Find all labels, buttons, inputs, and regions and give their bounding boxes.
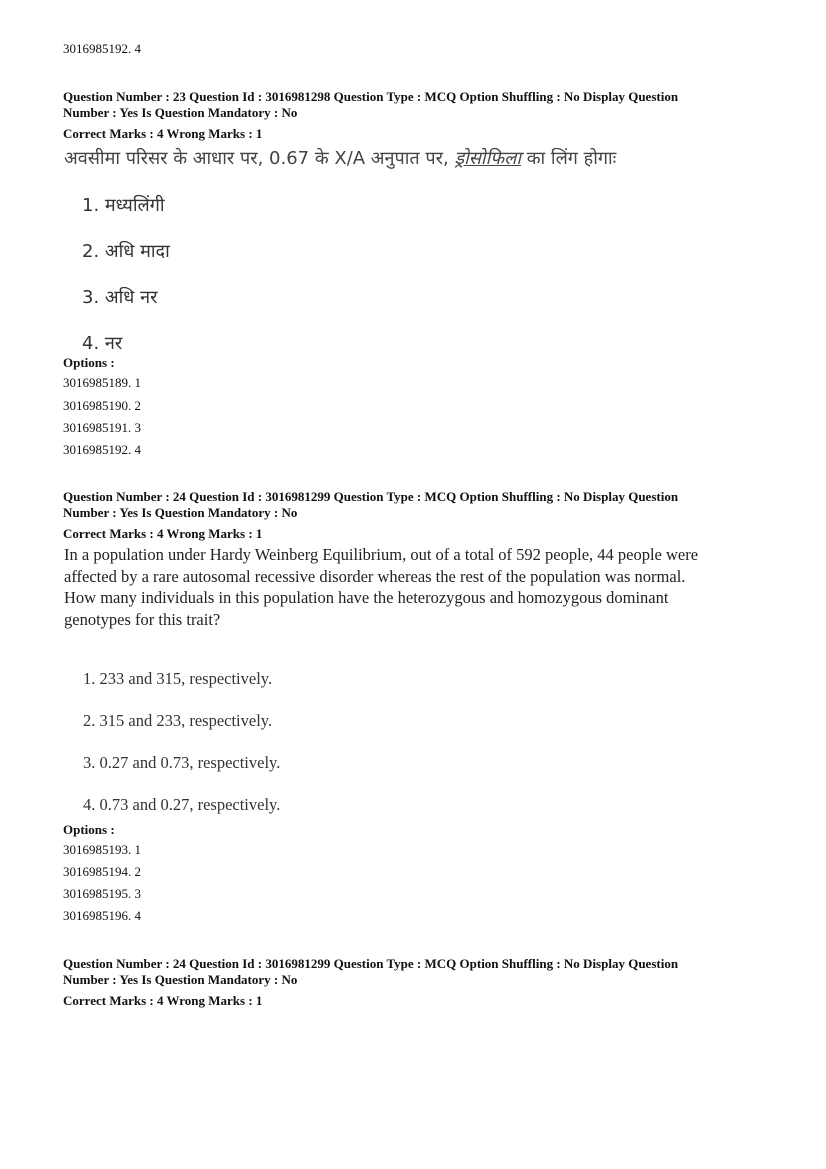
question-meta: [63, 956, 783, 988]
question-meta: [63, 89, 783, 121]
option-id: 3016985195. 3: [63, 886, 141, 901]
option-id: 3016985196. 4: [63, 908, 141, 923]
options-label: Options :: [63, 355, 115, 370]
question-text-line: How many individuals in this population have the heterozygous and homozygous dominant: [64, 588, 669, 607]
question-text: [64, 544, 784, 630]
question-meta-line1: Question Number : 24 Question Id : 3016981299 Question Type : MCQ Option Shuffling : No Display Question: [63, 489, 679, 504]
question-meta-line2: Number : Yes Is Question Mandatory : No: [63, 505, 298, 520]
answer-choice: 2. अधि मादा: [82, 241, 170, 262]
option-id: 3016985190. 2: [63, 398, 141, 413]
question-text-line: In a population under Hardy Weinberg Equilibrium, out of a total of 592 people, 44 people were: [64, 545, 699, 564]
options-label: Options :: [63, 822, 115, 837]
option-id: 3016985194. 2: [63, 864, 141, 879]
question-meta: [63, 489, 783, 521]
question-marks: Correct Marks : 4 Wrong Marks : 1: [63, 993, 263, 1008]
option-id: 3016985193. 1: [63, 842, 141, 857]
answer-choice: 3. अधि नर: [82, 287, 158, 308]
question-meta-line2: Number : Yes Is Question Mandatory : No: [63, 972, 298, 987]
option-id: 3016985191. 3: [63, 420, 141, 435]
answer-choice: 2. 315 and 233, respectively.: [83, 711, 273, 730]
answer-choice: 1. 233 and 315, respectively.: [83, 669, 273, 688]
answer-choice: 3. 0.27 and 0.73, respectively.: [83, 753, 281, 772]
option-id: 3016985192. 4: [63, 442, 141, 457]
answer-choice: 4. 0.73 and 0.27, respectively.: [83, 795, 281, 814]
question-meta-line2: Number : Yes Is Question Mandatory : No: [63, 105, 298, 120]
question-text-line: affected by a rare autosomal recessive disorder whereas the rest of the population was normal.: [64, 566, 686, 586]
question-text-line: genotypes for this trait?: [64, 609, 221, 629]
option-id: 3016985192. 4: [63, 41, 141, 56]
question-text-emphasis: ड्रोसोफिला: [454, 148, 521, 169]
question-text-part: का लिंग होगाः: [520, 148, 617, 169]
question-text-part: अवसीमा परिसर के आधार पर, 0.67 के X/A अनुपात पर,: [64, 148, 455, 169]
answer-choice: 1. मध्यलिंगी: [82, 195, 165, 216]
question-meta-line1: Question Number : 23 Question Id : 3016981298 Question Type : MCQ Option Shuffling : No Display Question: [63, 89, 679, 104]
question-marks: Correct Marks : 4 Wrong Marks : 1: [63, 126, 263, 141]
answer-choice: 4. नर: [82, 333, 123, 354]
option-id: 3016985189. 1: [63, 375, 141, 390]
question-meta-line1: Question Number : 24 Question Id : 3016981299 Question Type : MCQ Option Shuffling : No Display Question: [63, 956, 679, 971]
question-text: [64, 148, 784, 170]
question-marks: Correct Marks : 4 Wrong Marks : 1: [63, 526, 263, 541]
